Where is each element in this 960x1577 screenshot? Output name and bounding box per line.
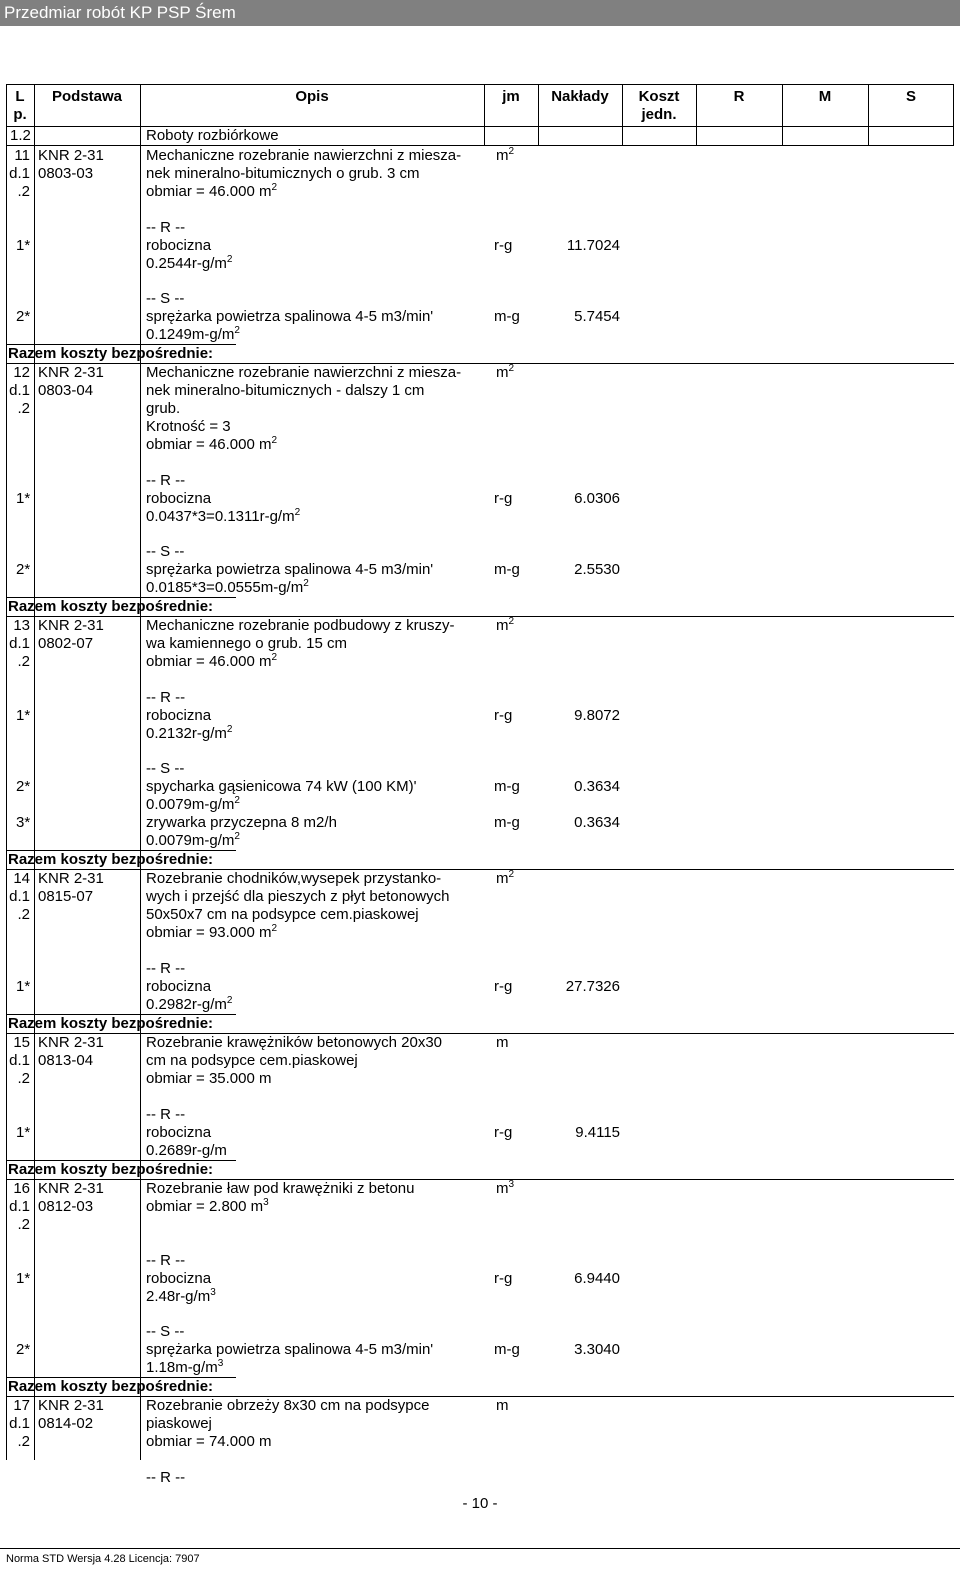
item-description: obmiar = 2.800 $m^3$ [146, 1197, 269, 1215]
direct-costs-label: Razem koszty bezpośrednie: [8, 1161, 214, 1178]
window-title: Przedmiar robót KP PSP Śrem [4, 3, 236, 22]
resource-norm: $1.18m-g/m^3$ [146, 1358, 224, 1376]
unit-exponent: 2 [508, 363, 515, 374]
resource-quantity: 9.4115 [575, 1124, 620, 1141]
item-unit: $m^2$ [496, 616, 515, 634]
column-divider [622, 84, 623, 146]
item-number: .2 [17, 1216, 30, 1233]
item-number: d.1 [9, 382, 30, 399]
item-basis: 0812-03 [38, 1198, 94, 1215]
item-basis: 0814-02 [38, 1415, 94, 1432]
item-number: 11 [14, 147, 30, 164]
resource-type-header: -- R -- [146, 960, 186, 977]
item-number: 15 [13, 1034, 30, 1051]
item-basis: KNR 2-31 [38, 617, 104, 634]
unit-exponent: 2 [294, 507, 301, 518]
resource-type-header: -- S -- [146, 1323, 185, 1340]
item-description: wa kamiennego o grub. 15 cm [146, 635, 347, 652]
item-description: obmiar = 46.000 $m^2$ [146, 652, 278, 670]
resource-number: 1* [16, 707, 31, 724]
unit-exponent: 2 [271, 182, 278, 193]
item-description: nek mineralno-bitumicznych o grub. 3 cm [146, 165, 420, 182]
item-description: obmiar = 46.000 $m^2$ [146, 435, 278, 453]
resource-unit: r-g [494, 490, 513, 507]
unit-exponent: 2 [271, 923, 278, 934]
unit-exponent: 2 [303, 578, 309, 589]
item-number: d.1 [9, 165, 30, 182]
item-basis: KNR 2-31 [38, 1180, 104, 1197]
section-title: Roboty rozbiórkowe [146, 127, 279, 144]
item-unit: m [496, 1397, 509, 1414]
item-description: Mechaniczne rozebranie nawierzchni z miesza- [146, 364, 462, 381]
unit-exponent: 2 [234, 831, 240, 842]
resource-name: robocizna [146, 237, 212, 254]
resource-quantity: 9.8072 [574, 707, 620, 724]
unit-exponent: 2 [226, 254, 233, 265]
unit-exponent: 2 [508, 146, 515, 157]
resource-unit: r-g [494, 978, 513, 995]
unit-exponent: 2 [226, 995, 233, 1006]
item-unit: $m^2$ [496, 869, 515, 887]
resource-quantity: 27.7326 [565, 978, 620, 995]
item-description: obmiar = 93.000 $m^2$ [146, 923, 278, 941]
resource-norm: $0.1249m-g/m^2$ [146, 325, 240, 343]
resource-norm: $0.0437*3=0.1311r-g/m^2$ [146, 507, 301, 525]
header-koszt: Koszt [638, 88, 680, 105]
cost-estimate-table [6, 84, 954, 1486]
unit-exponent: 2 [234, 795, 240, 806]
column-divider [868, 84, 869, 146]
item-description: Rozebranie ław pod krawężniki z betonu [146, 1180, 415, 1197]
item-unit: $m^2$ [496, 146, 515, 164]
unit-exponent: 2 [271, 652, 278, 663]
resource-unit: r-g [494, 707, 513, 724]
resource-name: robocizna [146, 707, 212, 724]
resource-number: 3* [16, 814, 31, 831]
resource-name: sprężarka powietrza spalinowa 4-5 m3/min' [146, 561, 434, 578]
header-opis: Opis [295, 88, 329, 105]
resource-name: sprężarka powietrza spalinowa 4-5 m3/min' [146, 1341, 434, 1358]
item-number: d.1 [9, 1198, 30, 1215]
unit-exponent: 3 [508, 1179, 515, 1190]
column-divider [6, 84, 7, 146]
item-number: 13 [13, 617, 30, 634]
item-basis: KNR 2-31 [38, 147, 104, 164]
item-description: Rozebranie obrzeży 8x30 cm na podsypce [146, 1397, 430, 1414]
item-description: obmiar = 35.000 m [146, 1070, 272, 1087]
resource-norm: $0.0079m-g/m^2$ [146, 795, 240, 813]
direct-costs-label: Razem koszty bezpośrednie: [8, 598, 214, 615]
page-number: - 10 - [462, 1495, 498, 1512]
resource-name: robocizna [146, 1124, 212, 1141]
item-description: obmiar = 74.000 m [146, 1433, 272, 1450]
resource-name: sprężarka powietrza spalinowa 4-5 m3/min' [146, 308, 434, 325]
unit-exponent: 3 [210, 1287, 216, 1298]
unit-exponent: 2 [508, 616, 515, 627]
window-title-bar [0, 0, 960, 26]
item-number: .2 [17, 183, 30, 200]
item-basis: KNR 2-31 [38, 870, 104, 887]
resource-norm: 0.2689r-g/m [146, 1142, 227, 1159]
header-s: S [905, 88, 916, 105]
resource-type-header: -- S -- [146, 543, 185, 560]
column-divider [782, 84, 783, 146]
resource-quantity: 6.0306 [574, 490, 620, 507]
item-description: grub. [146, 400, 181, 417]
resource-number: 1* [16, 490, 31, 507]
item-number: 17 [13, 1397, 30, 1414]
item-description: Rozebranie chodników,wysepek przystanko- [146, 870, 442, 887]
header-naklady: Nakłady [551, 88, 609, 105]
item-description: piaskowej [146, 1415, 212, 1432]
resource-norm: $2.48r-g/m^3$ [146, 1287, 216, 1305]
item-description: Krotność = 3 [146, 418, 231, 435]
resource-norm: $0.0079m-g/m^2$ [146, 831, 240, 849]
resource-norm: $0.2982r-g/m^2$ [146, 995, 233, 1013]
column-divider [34, 84, 35, 146]
resource-number: 1* [16, 1270, 31, 1287]
resource-number: 2* [16, 561, 31, 578]
item-number: .2 [17, 653, 30, 670]
item-unit: m [496, 1034, 509, 1051]
resource-quantity: 6.9440 [574, 1270, 620, 1287]
item-description: nek mineralno-bitumicznych - dalszy 1 cm [146, 382, 425, 399]
item-number: d.1 [9, 635, 30, 652]
resource-number: 2* [16, 308, 31, 325]
resource-type-header: -- R -- [146, 1469, 186, 1486]
column-divider [696, 84, 697, 146]
direct-costs-label: Razem koszty bezpośrednie: [8, 851, 214, 868]
resource-number: 1* [16, 978, 31, 995]
item-description: Mechaniczne rozebranie nawierzchni z miesza- [146, 147, 462, 164]
resource-type-header: -- R -- [146, 1106, 186, 1123]
resource-type-header: -- R -- [146, 1252, 186, 1269]
header-lp: p. [13, 106, 27, 123]
resource-number: 1* [16, 1124, 31, 1141]
direct-costs-label: Razem koszty bezpośrednie: [8, 1015, 214, 1032]
item-unit: $m^2$ [496, 363, 515, 381]
item-basis: KNR 2-31 [38, 1034, 104, 1051]
column-divider [140, 84, 141, 146]
column-divider [538, 84, 539, 146]
resource-unit: r-g [494, 237, 513, 254]
item-number: d.1 [9, 888, 30, 905]
item-description: obmiar = 46.000 $m^2$ [146, 182, 278, 200]
table-top-border [6, 84, 954, 85]
unit-exponent: 2 [234, 325, 240, 336]
resource-number: 2* [16, 1341, 31, 1358]
resource-quantity: 0.3634 [574, 814, 620, 831]
item-unit: $m^3$ [496, 1179, 515, 1197]
resource-quantity: 0.3634 [574, 778, 620, 795]
resource-unit: m-g [494, 308, 520, 325]
resource-quantity: 11.7024 [566, 237, 620, 254]
direct-costs-label: Razem koszty bezpośrednie: [8, 1378, 214, 1395]
header-jm: jm [502, 88, 520, 105]
resource-name: robocizna [146, 1270, 212, 1287]
header-r: R [733, 88, 745, 105]
column-divider [953, 84, 954, 146]
item-number: .2 [17, 906, 30, 923]
header-m: M [818, 88, 832, 105]
resource-type-header: -- R -- [146, 472, 186, 489]
resource-unit: m-g [494, 1341, 520, 1358]
resource-quantity: 2.5530 [574, 561, 620, 578]
license-text: Norma STD Wersja 4.28 Licencja: 7907 [6, 1553, 200, 1565]
resource-type-header: -- R -- [146, 219, 186, 236]
item-number: 14 [13, 870, 30, 887]
item-number: d.1 [9, 1052, 30, 1069]
item-description: wych i przejść dla pieszych z płyt betonowych [146, 888, 450, 905]
item-description: 50x50x7 cm na podsypce cem.piaskowej [146, 906, 419, 923]
resource-name: robocizna [146, 978, 212, 995]
unit-exponent: 3 [217, 1358, 224, 1369]
unit-exponent: 2 [271, 435, 278, 446]
item-number: d.1 [9, 1415, 30, 1432]
resource-type-header: -- R -- [146, 689, 186, 706]
header-lp: L [15, 88, 25, 105]
resource-norm: $0.0185*3=0.0555m-g/m^2$ [146, 578, 309, 596]
resource-name: zrywarka przyczepna 8 m2/h [146, 814, 337, 831]
resource-name: robocizna [146, 490, 212, 507]
item-basis: KNR 2-31 [38, 364, 104, 381]
footer-divider [0, 1548, 960, 1549]
item-basis: 0815-07 [38, 888, 94, 905]
header-podstawa: Podstawa [51, 88, 123, 105]
item-basis: 0803-04 [38, 382, 94, 399]
direct-costs-label: Razem koszty bezpośrednie: [8, 345, 214, 362]
resource-number: 1* [16, 237, 31, 254]
item-number: 16 [13, 1180, 30, 1197]
item-number: .2 [17, 1433, 30, 1450]
resource-unit: r-g [494, 1270, 513, 1287]
section-divider [6, 145, 954, 146]
unit-exponent: 3 [263, 1197, 269, 1208]
item-basis: KNR 2-31 [38, 1397, 104, 1414]
resource-type-header: -- S -- [146, 290, 185, 307]
resource-unit: m-g [494, 814, 520, 831]
item-number: .2 [17, 400, 30, 417]
column-divider [484, 84, 485, 146]
resource-unit: r-g [494, 1124, 513, 1141]
item-basis: 0802-07 [38, 635, 94, 652]
item-basis: 0813-04 [38, 1052, 94, 1069]
resource-quantity: 5.7454 [574, 308, 620, 325]
item-basis: 0803-03 [38, 165, 94, 182]
unit-exponent: 2 [226, 724, 233, 735]
resource-name: spycharka gąsienicowa 74 kW (100 KM)' [146, 778, 417, 795]
resource-type-header: -- S -- [146, 760, 185, 777]
section-number: 1.2 [10, 127, 31, 144]
item-description: Rozebranie krawężników betonowych 20x30 [146, 1034, 443, 1051]
resource-quantity: 3.3040 [574, 1341, 620, 1358]
header-koszt: jedn. [641, 106, 677, 123]
unit-exponent: 2 [508, 869, 515, 880]
resource-unit: m-g [494, 778, 520, 795]
item-number: .2 [17, 1070, 30, 1087]
resource-norm: $0.2132r-g/m^2$ [146, 724, 233, 742]
item-description: Mechaniczne rozebranie podbudowy z kruszy- [146, 617, 455, 634]
resource-number: 2* [16, 778, 31, 795]
resource-unit: m-g [494, 561, 520, 578]
item-description: cm na podsypce cem.piaskowej [146, 1052, 358, 1069]
resource-norm: $0.2544r-g/m^2$ [146, 254, 233, 272]
item-number: 12 [13, 364, 30, 381]
